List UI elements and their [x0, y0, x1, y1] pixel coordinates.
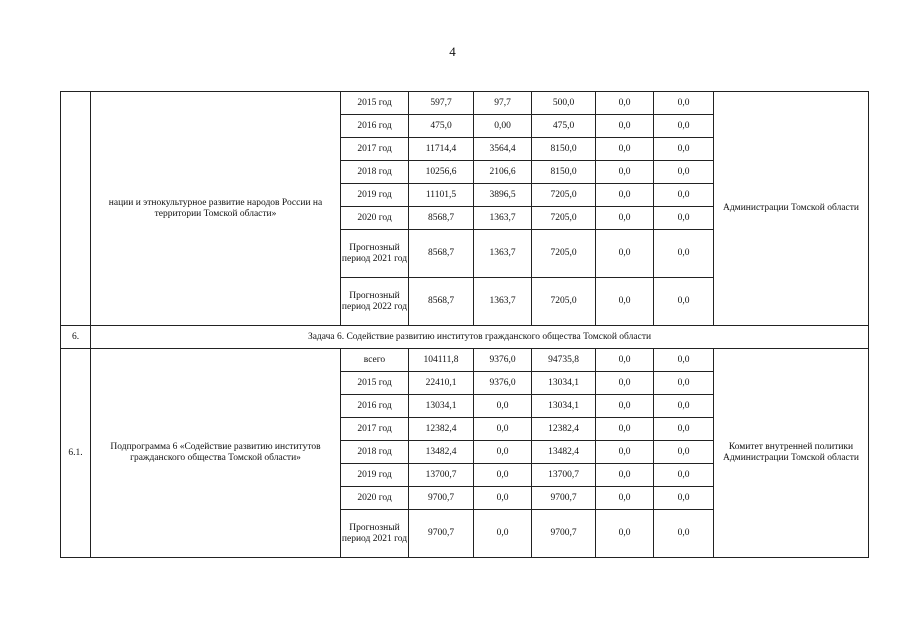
local-cell: 0,0: [596, 395, 654, 418]
funding-table: [60, 91, 869, 558]
row-number: [61, 92, 91, 326]
year-cell: 2018 год: [341, 441, 409, 464]
table-row: [61, 349, 869, 372]
task-number: 6.: [61, 326, 91, 349]
total-cell: 104111,8: [409, 349, 474, 372]
other-cell: 0,0: [654, 278, 714, 326]
federal-cell: 97,7: [474, 92, 532, 115]
year-cell: 2017 год: [341, 418, 409, 441]
task-row: [61, 326, 869, 349]
local-cell: 0,0: [596, 115, 654, 138]
total-cell: 8568,7: [409, 230, 474, 278]
federal-cell: 1363,7: [474, 278, 532, 326]
total-cell: 9700,7: [409, 510, 474, 558]
other-cell: 0,0: [654, 395, 714, 418]
year-cell: 2015 год: [341, 92, 409, 115]
local-cell: 0,0: [596, 464, 654, 487]
regional-cell: 7205,0: [532, 207, 596, 230]
other-cell: 0,0: [654, 349, 714, 372]
federal-cell: 2106,6: [474, 161, 532, 184]
other-cell: 0,0: [654, 418, 714, 441]
responsible-body: Администрации Томской области: [714, 92, 869, 326]
regional-cell: 13482,4: [532, 441, 596, 464]
federal-cell: 0,0: [474, 418, 532, 441]
regional-cell: 13700,7: [532, 464, 596, 487]
other-cell: 0,0: [654, 230, 714, 278]
year-cell: Прогнозный период 2022 год: [341, 278, 409, 326]
regional-cell: 9700,7: [532, 487, 596, 510]
other-cell: 0,0: [654, 372, 714, 395]
regional-cell: 13034,1: [532, 395, 596, 418]
regional-cell: 9700,7: [532, 510, 596, 558]
year-cell: Прогнозный период 2021 год: [341, 510, 409, 558]
regional-cell: 8150,0: [532, 138, 596, 161]
total-cell: 13482,4: [409, 441, 474, 464]
row-number: 6.1.: [61, 349, 91, 558]
total-cell: 11101,5: [409, 184, 474, 207]
year-cell: 2015 год: [341, 372, 409, 395]
regional-cell: 8150,0: [532, 161, 596, 184]
year-cell: всего: [341, 349, 409, 372]
program-name: Подпрограмма 6 «Содействие развитию институтов гражданского общества Томской области»: [91, 349, 341, 558]
other-cell: 0,0: [654, 487, 714, 510]
regional-cell: 475,0: [532, 115, 596, 138]
federal-cell: 0,0: [474, 441, 532, 464]
federal-cell: 3896,5: [474, 184, 532, 207]
other-cell: 0,0: [654, 92, 714, 115]
federal-cell: 1363,7: [474, 207, 532, 230]
total-cell: 11714,4: [409, 138, 474, 161]
local-cell: 0,0: [596, 441, 654, 464]
federal-cell: 0,0: [474, 464, 532, 487]
page-number: 4: [449, 44, 456, 59]
total-cell: 13034,1: [409, 395, 474, 418]
year-cell: 2018 год: [341, 161, 409, 184]
year-cell: 2017 год: [341, 138, 409, 161]
regional-cell: 7205,0: [532, 184, 596, 207]
other-cell: 0,0: [654, 184, 714, 207]
local-cell: 0,0: [596, 184, 654, 207]
regional-cell: 7205,0: [532, 278, 596, 326]
table-row: [61, 92, 869, 115]
federal-cell: 9376,0: [474, 372, 532, 395]
local-cell: 0,0: [596, 487, 654, 510]
task-title: Задача 6. Содействие развитию институтов гражданского общества Томской области: [91, 326, 869, 349]
total-cell: 597,7: [409, 92, 474, 115]
federal-cell: 0,0: [474, 510, 532, 558]
total-cell: 8568,7: [409, 207, 474, 230]
other-cell: 0,0: [654, 161, 714, 184]
regional-cell: 13034,1: [532, 372, 596, 395]
local-cell: 0,0: [596, 278, 654, 326]
year-cell: 2019 год: [341, 184, 409, 207]
local-cell: 0,0: [596, 230, 654, 278]
other-cell: 0,0: [654, 115, 714, 138]
total-cell: 13700,7: [409, 464, 474, 487]
regional-cell: 12382,4: [532, 418, 596, 441]
federal-cell: 9376,0: [474, 349, 532, 372]
local-cell: 0,0: [596, 161, 654, 184]
year-cell: 2016 год: [341, 395, 409, 418]
local-cell: 0,0: [596, 207, 654, 230]
year-cell: Прогнозный период 2021 год: [341, 230, 409, 278]
federal-cell: 3564,4: [474, 138, 532, 161]
year-cell: 2020 год: [341, 207, 409, 230]
total-cell: 475,0: [409, 115, 474, 138]
total-cell: 12382,4: [409, 418, 474, 441]
other-cell: 0,0: [654, 207, 714, 230]
regional-cell: 500,0: [532, 92, 596, 115]
other-cell: 0,0: [654, 510, 714, 558]
local-cell: 0,0: [596, 510, 654, 558]
total-cell: 10256,6: [409, 161, 474, 184]
other-cell: 0,0: [654, 441, 714, 464]
other-cell: 0,0: [654, 464, 714, 487]
federal-cell: 0,0: [474, 487, 532, 510]
federal-cell: 1363,7: [474, 230, 532, 278]
total-cell: 8568,7: [409, 278, 474, 326]
federal-cell: 0,00: [474, 115, 532, 138]
program-name: нации и этнокультурное развитие народов России на территории Томской области»: [91, 92, 341, 326]
local-cell: 0,0: [596, 372, 654, 395]
other-cell: 0,0: [654, 138, 714, 161]
local-cell: 0,0: [596, 418, 654, 441]
local-cell: 0,0: [596, 92, 654, 115]
local-cell: 0,0: [596, 349, 654, 372]
local-cell: 0,0: [596, 138, 654, 161]
regional-cell: 94735,8: [532, 349, 596, 372]
federal-cell: 0,0: [474, 395, 532, 418]
responsible-body: Комитет внутренней политики Администрации Томской области: [714, 349, 869, 558]
total-cell: 22410,1: [409, 372, 474, 395]
year-cell: 2016 год: [341, 115, 409, 138]
year-cell: 2019 год: [341, 464, 409, 487]
regional-cell: 7205,0: [532, 230, 596, 278]
total-cell: 9700,7: [409, 487, 474, 510]
year-cell: 2020 год: [341, 487, 409, 510]
